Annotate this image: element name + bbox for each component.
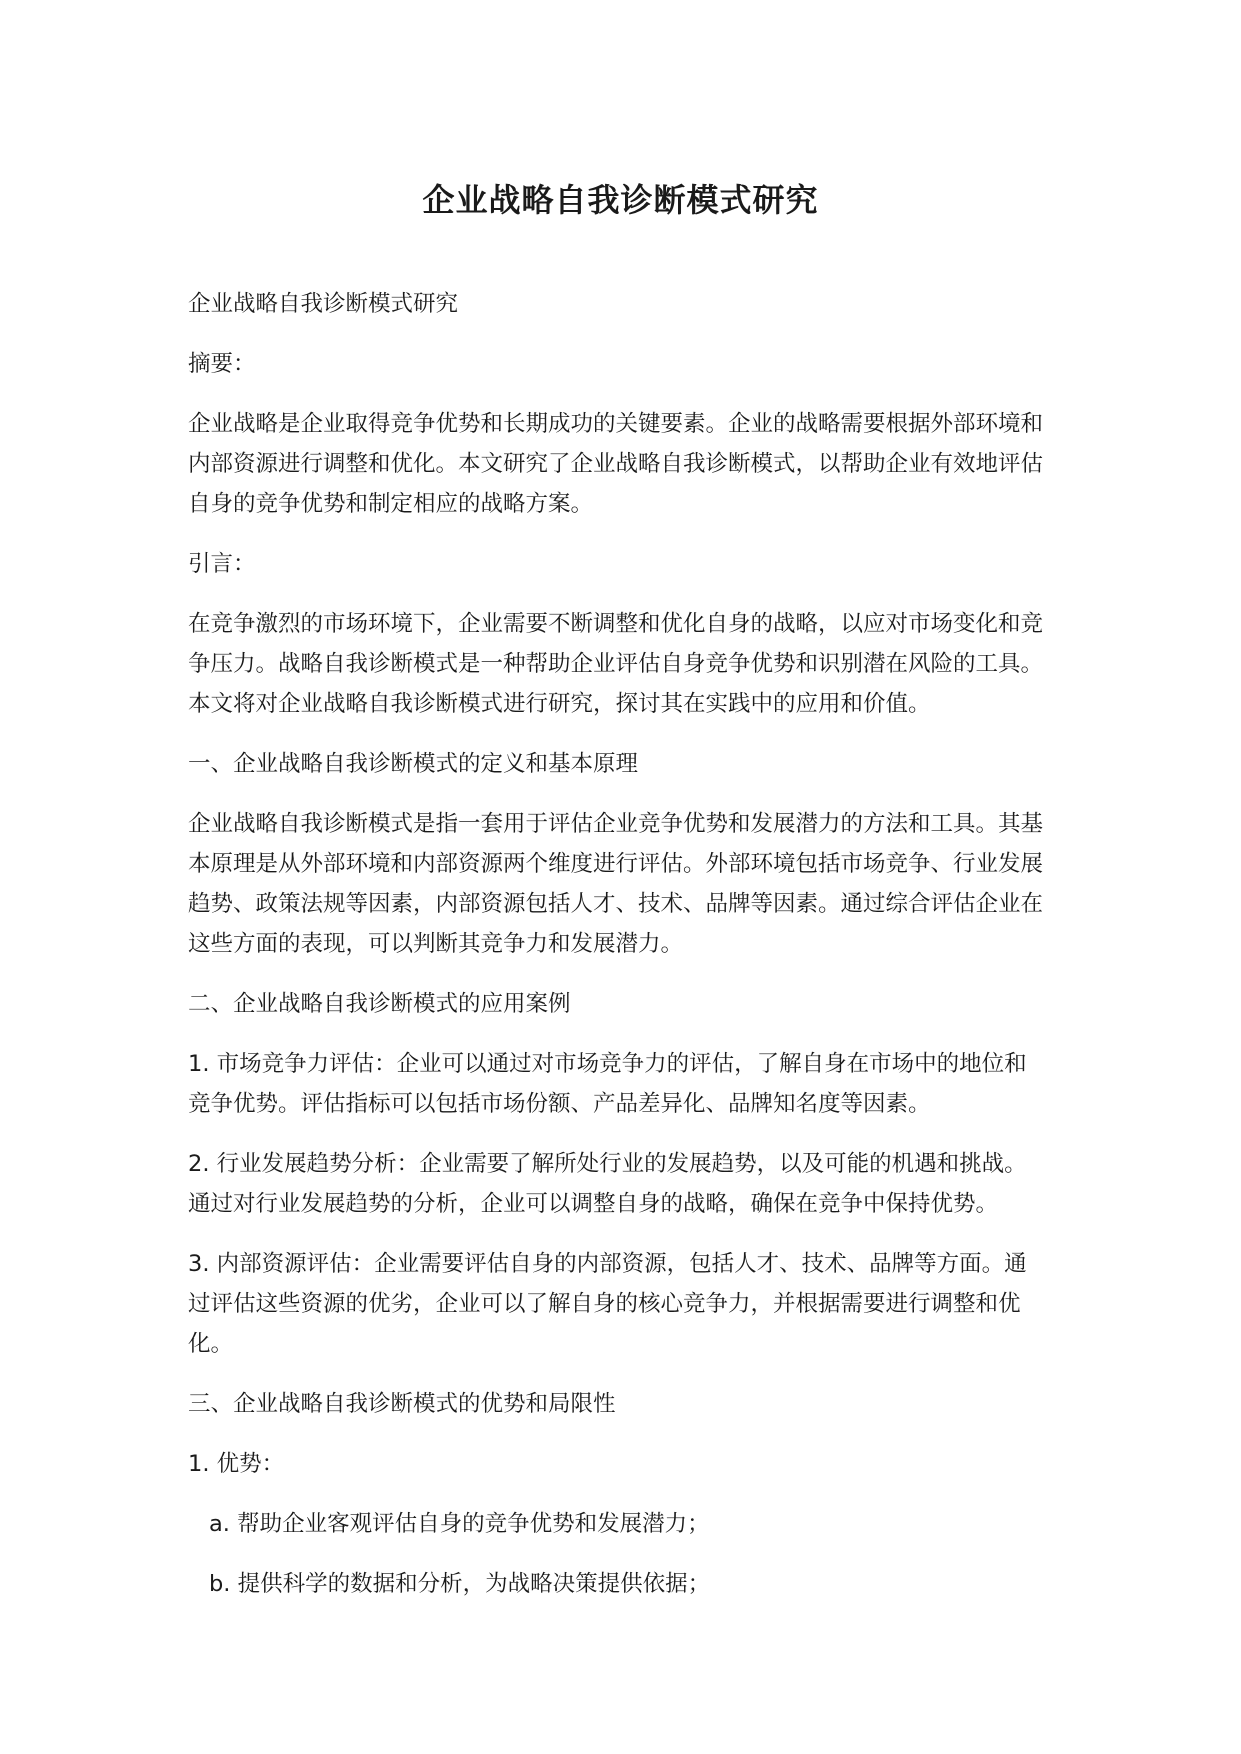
introduction-heading: 引言： bbox=[188, 551, 256, 577]
advantages-heading: 1. 优势： bbox=[188, 1451, 285, 1477]
advantage-item-a: a. 帮助企业客观评估自身的竞争优势和发展潜力； bbox=[209, 1511, 710, 1537]
case-item-1: 1. 市场竞争力评估：企业可以通过对市场竞争力的评估，了解自身在市场中的地位和竞争优势。评估指标可以包括市场份额、产品差异化、品牌知名度等因素。 bbox=[188, 1051, 1027, 1117]
case-item-3: 3. 内部资源评估：企业需要评估自身的内部资源，包括人才、技术、品牌等方面。通过评估这些资源的优劣，企业可以了解自身的核心竞争力，并根据需要进行调整和优化。 bbox=[188, 1251, 1027, 1357]
section-1-paragraph: 企业战略自我诊断模式是指一套用于评估企业竞争优势和发展潜力的方法和工具。其基本原理是从外部环境和内部资源两个维度进行评估。外部环境包括市场竞争、行业发展趋势、政策法规等因素，内部资源包括人才、技术、品牌等因素。通过综合评估企业在这些方面的表现，可以判断其竞争力和发展潜力。 bbox=[188, 811, 1044, 957]
case-item-2: 2. 行业发展趋势分析：企业需要了解所处行业的发展趋势，以及可能的机遇和挑战。通过对行业发展趋势的分析，企业可以调整自身的战略，确保在竞争中保持优势。 bbox=[188, 1151, 1027, 1217]
subtitle-paragraph: 企业战略自我诊断模式研究 bbox=[188, 291, 459, 317]
abstract-paragraph: 企业战略是企业取得竞争优势和长期成功的关键要素。企业的战略需要根据外部环境和内部资源进行调整和优化。本文研究了企业战略自我诊断模式，以帮助企业有效地评估自身的竞争优势和制定相应的战略方案。 bbox=[188, 411, 1044, 517]
document-title: 企业战略自我诊断模式研究 bbox=[422, 181, 819, 219]
section-3-heading: 三、企业战略自我诊断模式的优势和局限性 bbox=[188, 1391, 616, 1417]
section-2-heading: 二、企业战略自我诊断模式的应用案例 bbox=[188, 991, 571, 1017]
introduction-paragraph: 在竞争激烈的市场环境下，企业需要不断调整和优化自身的战略，以应对市场变化和竞争压力。战略自我诊断模式是一种帮助企业评估自身竞争优势和识别潜在风险的工具。本文将对企业战略自我诊断模式进行研究，探讨其在实践中的应用和价值。 bbox=[188, 611, 1044, 717]
document-body bbox=[188, 284, 1048, 1624]
abstract-heading: 摘要： bbox=[188, 351, 256, 377]
advantage-item-b: b. 提供科学的数据和分析，为战略决策提供依据； bbox=[209, 1571, 711, 1597]
section-1-heading: 一、企业战略自我诊断模式的定义和基本原理 bbox=[188, 751, 639, 777]
